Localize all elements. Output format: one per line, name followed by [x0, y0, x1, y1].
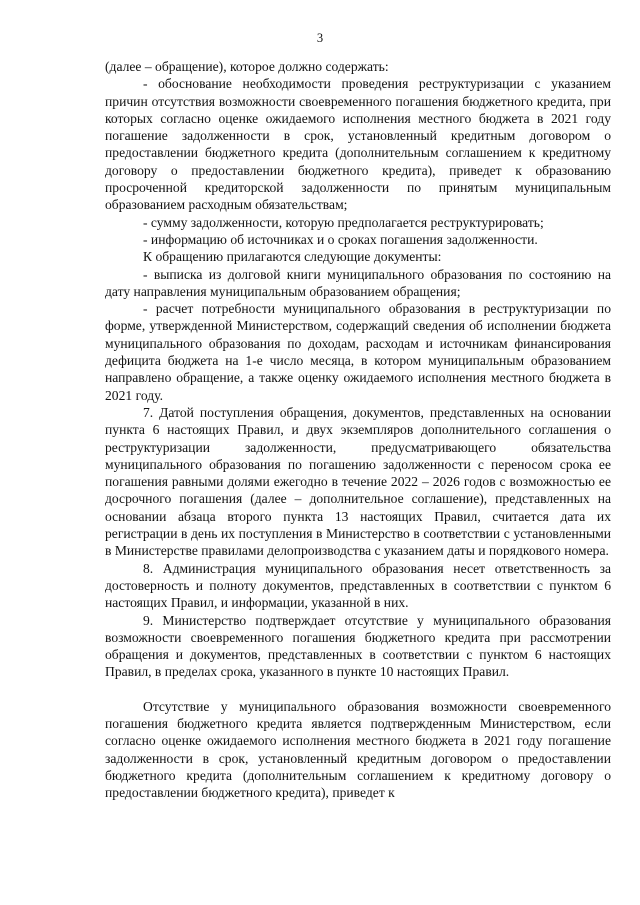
paragraph-absence-confirmation: Отсутствие у муниципального образования возможности своевременного погашения бюджетного кредита является подтвержденным Министерством, если согласно оценке ожидаемого исполнения местного бюджета в 2021 году погашение задолженности в срок, установленный кредитным договором о предоставлении бюджетного кредита (дополнительным соглашением к кредитному договору о предоставлении бюджетного кредита), приведет к: [105, 698, 611, 801]
paragraph-attachments-intro: К обращению прилагаются следующие документы:: [143, 249, 442, 265]
paragraph-needs-calculation: - расчет потребности муниципального образования в реструктуризации по форме, утвержденной Министерством, содержащий сведения об исполнении бюджета муниципального образования по доходам, расходам и источникам финансирования дефицита бюджета на 1-е число месяца, в котором муниципальным образованием направлено обращение, а также оценку ожидаемого исполнения местного бюджета в 2021 году.: [105, 301, 611, 403]
paragraph-clause-8: 8. Администрация муниципального образования несет ответственность за достоверность и полноту документов, представленных в соответствии с пунктом 6 настоящих Правил, и информации, указанной в них.: [105, 560, 611, 611]
paragraph-debt-amount-item: - сумму задолженности, которую предполагается реструктурировать;: [143, 214, 544, 230]
paragraph-debt-book-extract: - выписка из долговой книги муниципального образования по состоянию на дату направления муниципальным образованием обращения;: [105, 266, 611, 299]
paragraph-sources-item: - информацию об источниках и о сроках погашения задолженности.: [143, 231, 538, 247]
paragraph-clause-7: 7. Датой поступления обращения, документов, представленных на основании пункта 6 настоящих Правил, и двух экземпляров дополнительного соглашения о реструктуризации задолженности, предусматривающего обязательства муниципального образования по погашению задолженности с переносом срока ее погашения равными долями ежегодно в течение 2022 – 2026 годов с возможностью ее досрочного погашения (далее – дополнительное соглашение), представленных на основании абзаца второго пункта 13 настоящих Правил, считается дата их регистрации в день их поступления в Министерство в соответствии с установленными в Министерстве правилами делопроизводства с указанием даты и порядкового номера.: [105, 404, 611, 559]
paragraph-clause-9: 9. Министерство подтверждает отсутствие у муниципального образования возможности своевременного погашения бюджетного кредита при рассмотрении обращения и документов, представленных в соответствии с пунктом 6 настоящих Правил, в пределах срока, указанного в пункте 10 настоящих Правил.: [105, 612, 611, 680]
document-body: [105, 58, 611, 801]
page-number: 3: [316, 31, 324, 45]
paragraph-justification-item: - обоснование необходимости проведения реструктуризации с указанием причин отсутствия возможности своевременного погашения бюджетного кредита, при которых согласно оценке ожидаемого исполнения местного бюджета в 2021 году погашение задолженности в срок, установленный кредитным договором о предоставлении бюджетного кредита (дополнительным соглашением к кредитному договору о предоставлении бюджетного кредита), приведет к образованию просроченной кредиторской задолженности по принятым муниципальным образованием расходным обязательствам;: [105, 76, 611, 213]
paragraph-continuation: (далее – обращение), которое должно содержать:: [105, 59, 389, 74]
